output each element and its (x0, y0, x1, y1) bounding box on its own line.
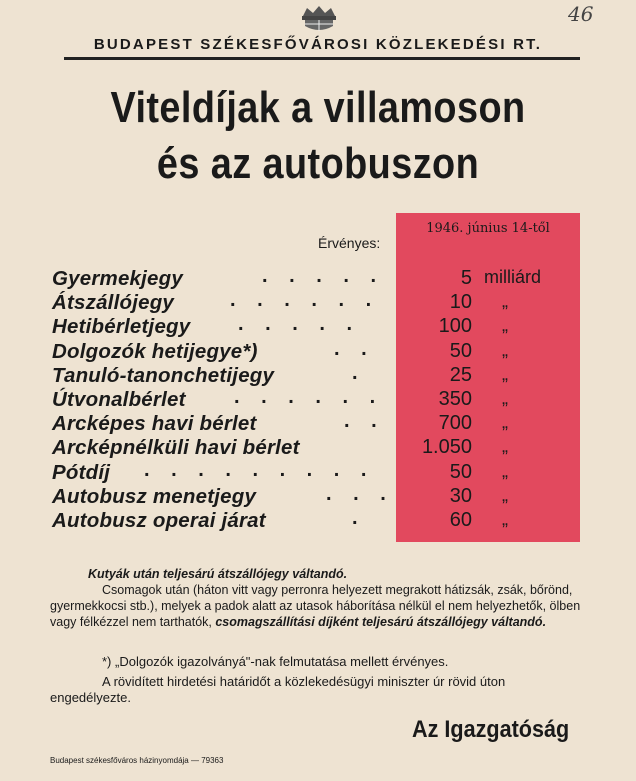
fare-leader-dots: . (352, 361, 366, 384)
fare-price: 10 (449, 291, 472, 314)
fare-price: 25 (449, 363, 472, 386)
fare-unit: „ (502, 363, 508, 384)
fare-unit: „ (502, 436, 508, 457)
validity-date: 1946. június 14-től (426, 221, 550, 236)
fare-price: 60 (449, 509, 472, 531)
poster-title-line2: és az autobuszon (156, 139, 480, 188)
luggage-note-text: Csomagok után (háton vitt vagy perronra helyezett megrakott hátizsák, zsák, bőrönd, gyermekkocsi stb.), melyek a padok alatt az utasok háborítása nélkül el nem helyezhetők, ölben vagy félkézzel nem tarthatók, (50, 583, 581, 629)
fare-leader-dots: . . . . . . . . . (144, 458, 375, 481)
fare-leader-dots: . . . . . . (230, 289, 380, 312)
validity-label: Érvényes: (318, 235, 381, 251)
fare-unit: „ (502, 412, 508, 433)
luggage-note-emphasis: csomagszállítási díjként teljesárú átszállójegy váltandó. (215, 615, 547, 629)
fare-price: 100 (438, 315, 472, 338)
fare-unit: „ (502, 509, 508, 529)
fare-row (52, 265, 542, 291)
fare-leader-dots: . (352, 507, 366, 529)
fare-row (52, 337, 508, 364)
fare-leader-dots: . . . . . (262, 265, 385, 287)
fare-unit: milliárd (484, 267, 542, 287)
fare-unit: „ (502, 484, 508, 505)
fare-name: Tanuló-tanonchetijegy (52, 363, 275, 387)
poster-title-line1: Viteldíjak a villamoson (110, 83, 526, 132)
signature: Az Igazgatóság (412, 716, 570, 743)
fare-price: 5 (460, 267, 472, 289)
fare-row (52, 289, 508, 315)
fare-price: 350 (438, 388, 472, 410)
fare-row (52, 482, 508, 509)
fare-leader-dots: . . (344, 410, 385, 433)
header-rule (64, 57, 580, 60)
fare-row (52, 458, 508, 485)
fare-row (52, 410, 508, 436)
fare-name: Átszállójegy (52, 291, 175, 315)
fare-name: Gyermekjegy (52, 267, 183, 290)
fare-name: Arcképes havi bérlet (52, 412, 257, 436)
fare-leader-dots: . . (334, 337, 375, 360)
fare-name: Útvonalbérlet (52, 388, 186, 411)
fare-row (52, 436, 508, 460)
fare-name: Dolgozók hetijegye*) (52, 339, 258, 363)
handwritten-number: 46 (568, 2, 594, 26)
coat-of-arms-crest (297, 4, 341, 34)
fare-name: Pótdíj (52, 460, 111, 484)
fare-price: 50 (449, 460, 472, 483)
fare-name: Autobusz menetjegy (52, 484, 257, 508)
fare-unit: „ (502, 315, 508, 336)
fare-leader-dots: . . . (326, 482, 394, 505)
luggage-note (50, 582, 582, 630)
company-name: BUDAPEST SZÉKESFŐVÁROSI KÖZLEKEDÉSI RT. (93, 36, 543, 53)
fare-price: 1.050 (421, 436, 472, 459)
fare-leader-dots: . . . . . . (234, 386, 384, 408)
fare-row (52, 507, 508, 533)
fare-row (52, 386, 508, 412)
fare-row (52, 361, 508, 388)
fare-row (52, 313, 508, 339)
fare-name: Arcképnélküli havi bérlet (52, 436, 300, 460)
approval-note: A rövidített hirdetési határidőt a közlekedésügyi miniszter úr rövid úton engedélyezte. (50, 674, 506, 705)
fare-name: Autobusz operai járat (52, 509, 266, 532)
fare-price: 50 (449, 339, 472, 362)
fare-unit: „ (502, 291, 508, 312)
printer-imprint: Budapest székesfőváros házinyomdája — 79363 (50, 756, 224, 765)
fare-price: 30 (449, 484, 472, 507)
fare-unit: „ (502, 339, 508, 360)
fare-unit: „ (502, 460, 508, 481)
fare-price: 700 (438, 412, 472, 435)
footnote: *) „Dolgozók igazolványá"-nak felmutatása mellett érvényes. (102, 654, 449, 669)
fare-name: Hetibérletjegy (52, 315, 191, 339)
fare-unit: „ (502, 388, 508, 408)
fare-leader-dots: . . . . . (238, 313, 361, 336)
dog-fare-note: Kutyák után teljesárú átszállójegy váltandó. (88, 567, 348, 581)
